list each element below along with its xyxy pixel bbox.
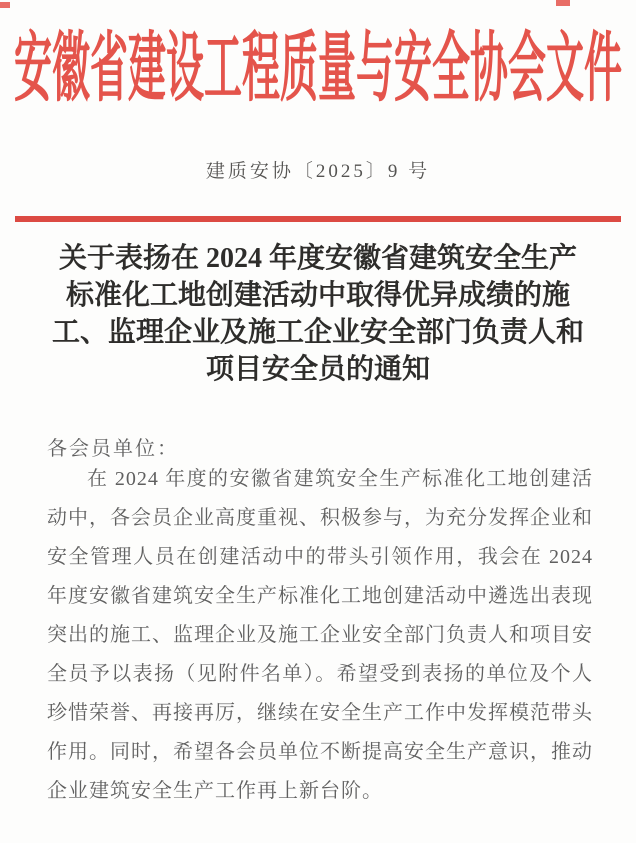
salutation: 各会员单位： xyxy=(47,438,179,460)
document-number: 建质安协〔2025〕9 号 xyxy=(205,161,431,182)
notice-title-line-1: 关于表扬在 2024 年度安徽省建筑安全生产 xyxy=(58,243,577,274)
body-paragraph: 在 2024 年度的安徽省建筑安全生产标准化工地创建活动中，各会员企业高度重视、积极参与，为充分发挥企业和安全管理人员在创建活动中的带头引领作用，我会在 2024 年度安徽省建筑安全生产标准化工地创建活动中遴选出表现突出的施工、监理企业及施工企业安全部门负责人和项目安全员予以表扬（见附件名单）。希望受到表扬的单位及个人珍惜荣誉、再接再厉，继续在安全生产工作中发挥模范带头作用。同时，希望各会员单位不断提高安全生产意识，推动企业建筑安全生产工作再上新台阶。 xyxy=(47,468,593,802)
notice-title-line-2: 标准化工地创建活动中取得优异成绩的施 xyxy=(65,280,570,311)
letterhead xyxy=(0,6,636,112)
notice-title-line-4: 项目安全员的通知 xyxy=(205,354,430,385)
notice-title-line-3: 工、监理企业及施工企业安全部门负责人和 xyxy=(51,317,584,348)
red-divider-line xyxy=(15,216,621,222)
letterhead-title: 安徽省建设工程质量与安全协会文件 xyxy=(13,28,622,112)
notice-title xyxy=(0,240,636,388)
